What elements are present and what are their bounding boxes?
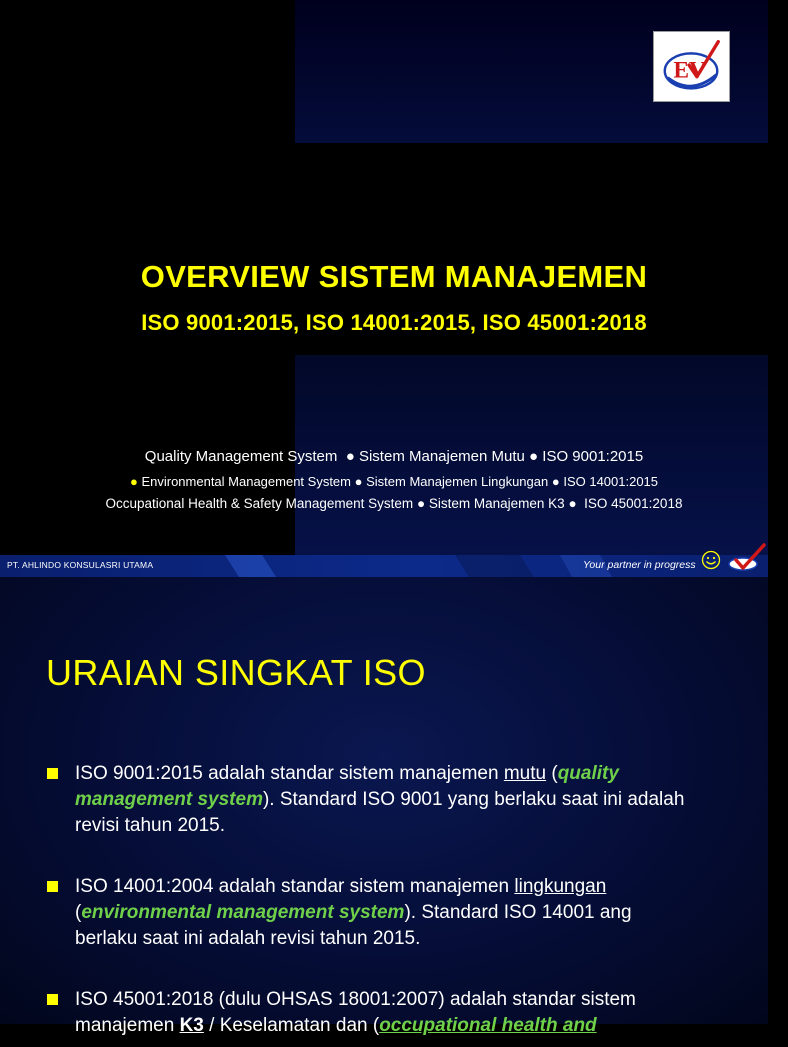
- system-name: Quality Management System: [144, 448, 338, 465]
- bullet-text: [75, 987, 695, 1039]
- logo-lettering: EV: [673, 57, 706, 84]
- text-run: ISO 14001:2004 adalah standar sistem manajemen: [75, 876, 515, 897]
- separator-dot: ●: [551, 474, 560, 489]
- bullet-dot-yellow: ●: [129, 474, 138, 489]
- bullet-item: [47, 761, 707, 841]
- bullet-item: [47, 987, 707, 1047]
- text-run: / Keselamatan dan (: [203, 1015, 380, 1036]
- slide-iso-overview: [0, 577, 768, 1036]
- bullet-text: [75, 874, 695, 952]
- system-line-ohs: [0, 496, 788, 511]
- slide-heading: URAIAN SINGKAT ISO: [46, 652, 426, 693]
- separator-dot: ●: [529, 448, 539, 465]
- system-local-name: Sistem Manajemen Mutu: [358, 448, 525, 465]
- slide-footer-bar: [0, 555, 768, 577]
- text-run: ISO 45001:2018 (dulu OHSAS 18001:2007) adalah standar sistem manajemen: [75, 989, 636, 1036]
- separator-dot: ●: [345, 448, 355, 465]
- bullet-text: [75, 761, 695, 839]
- smiley-icon: [701, 550, 721, 570]
- text-run: (: [75, 902, 82, 923]
- separator-dot: ●: [416, 496, 426, 511]
- checkmark-logo-icon: [726, 543, 766, 573]
- bold-term: K3: [179, 1015, 204, 1036]
- system-name: Environmental Management System: [141, 474, 351, 489]
- bullet-square-icon: [47, 881, 58, 892]
- system-local-name: Sistem Manajemen Lingkungan: [366, 474, 549, 489]
- text-run: ISO 9001:2015 adalah standar sistem manajemen: [75, 763, 504, 784]
- ev-logo-icon: [654, 32, 729, 101]
- company-logo: [653, 31, 730, 102]
- highlight-term: environmental management system: [81, 902, 405, 923]
- highlight-term: occupational health and: [379, 1015, 597, 1036]
- system-standard: ISO 45001:2018: [584, 496, 683, 511]
- bullet-square-icon: [47, 768, 58, 779]
- footer-company: PT. AHLINDO KONSULASRI UTAMA: [7, 560, 154, 570]
- system-local-name: Sistem Manajemen K3: [428, 496, 565, 511]
- underlined-term: lingkungan: [514, 876, 607, 897]
- text-run: (: [546, 763, 558, 784]
- bullet-item: [47, 874, 707, 954]
- underlined-term: mutu: [503, 763, 547, 784]
- text-run: ). Standard ISO 9001 yang berlaku saat ini adalah revisi tahun 2015.: [75, 789, 685, 836]
- bullet-square-icon: [47, 994, 58, 1005]
- footer-tagline: Your partner in progress: [583, 559, 696, 571]
- slide-title-standards: ISO 9001:2015, ISO 14001:2015, ISO 45001:2018: [141, 310, 647, 335]
- system-standard: ISO 9001:2015: [542, 448, 644, 465]
- slide-title-main: OVERVIEW SISTEM MANAJEMEN: [140, 259, 648, 294]
- separator-dot: ●: [354, 474, 363, 489]
- separator-dot: ●: [568, 496, 577, 511]
- system-line-quality: [0, 448, 788, 465]
- text-run: ). Standard ISO 14001 ang berlaku saat ini adalah revisi tahun 2015.: [75, 902, 632, 949]
- system-line-environmental: [0, 474, 788, 489]
- system-standard: ISO 14001:2015: [563, 474, 659, 489]
- highlight-term: quality management system: [75, 763, 619, 810]
- system-name: Occupational Health & Safety Management System: [105, 496, 414, 511]
